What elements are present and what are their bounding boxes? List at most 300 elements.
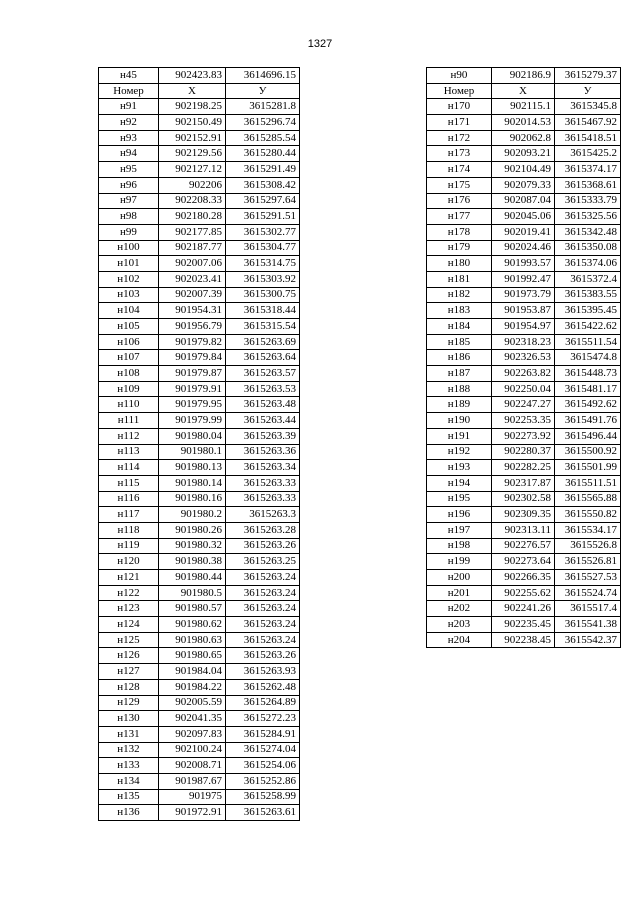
table-row: [99, 177, 300, 193]
table-header-row: [427, 83, 621, 99]
y-coordinate-cell: 3615291.49: [226, 162, 300, 178]
y-coordinate-cell: 3615263.24: [226, 570, 300, 586]
x-coordinate-cell: 902152.91: [159, 130, 226, 146]
point-id-cell: н108: [99, 366, 159, 382]
y-coordinate-cell: 3615263.93: [226, 664, 300, 680]
x-coordinate-cell: 902093.21: [492, 146, 555, 162]
point-id-cell: н204: [427, 632, 492, 648]
table-row: [427, 99, 621, 115]
y-coordinate-cell: 3615350.08: [555, 240, 621, 256]
x-coordinate-cell: 902263.82: [492, 366, 555, 382]
column-header-x: Х: [492, 83, 555, 99]
point-id-cell: н126: [99, 648, 159, 664]
y-coordinate-cell: 3615526.81: [555, 554, 621, 570]
x-coordinate-cell: 901980.16: [159, 491, 226, 507]
point-id-cell: н201: [427, 585, 492, 601]
point-id-cell: н202: [427, 601, 492, 617]
y-coordinate-cell: 3615300.75: [226, 287, 300, 303]
point-id-cell: н191: [427, 428, 492, 444]
point-id-cell: н128: [99, 679, 159, 695]
table-row: [427, 162, 621, 178]
point-id-cell: н181: [427, 271, 492, 287]
table-row: [99, 303, 300, 319]
x-coordinate-cell: 901980.2: [159, 507, 226, 523]
table-row: [99, 334, 300, 350]
x-coordinate-cell: 902186.9: [492, 68, 555, 84]
y-coordinate-cell: 3615285.54: [226, 130, 300, 146]
point-id-cell: н119: [99, 538, 159, 554]
y-coordinate-cell: 3615263.44: [226, 413, 300, 429]
x-coordinate-cell: 902318.23: [492, 334, 555, 350]
point-id-cell: н176: [427, 193, 492, 209]
table-row: [427, 130, 621, 146]
table-row: [427, 115, 621, 131]
y-coordinate-cell: 3615500.92: [555, 444, 621, 460]
point-id-cell: н118: [99, 522, 159, 538]
page-number: 1327: [307, 38, 333, 50]
point-id-cell: н95: [99, 162, 159, 178]
table-row: [427, 617, 621, 633]
y-coordinate-cell: 3615284.91: [226, 726, 300, 742]
table-row: [427, 209, 621, 225]
table-row: [99, 381, 300, 397]
table-row: [427, 585, 621, 601]
y-coordinate-cell: 3615279.37: [555, 68, 621, 84]
y-coordinate-cell: 3615263.26: [226, 538, 300, 554]
point-id-cell: н170: [427, 99, 492, 115]
table-row: [99, 287, 300, 303]
y-coordinate-cell: 3615252.86: [226, 773, 300, 789]
x-coordinate-cell: 901980.1: [159, 444, 226, 460]
x-coordinate-cell: 902007.06: [159, 256, 226, 272]
x-coordinate-cell: 901954.31: [159, 303, 226, 319]
y-coordinate-cell: 3615325.56: [555, 209, 621, 225]
y-coordinate-cell: 3615524.74: [555, 585, 621, 601]
x-coordinate-cell: 902282.25: [492, 460, 555, 476]
y-coordinate-cell: 3615422.62: [555, 319, 621, 335]
y-coordinate-cell: 3615374.17: [555, 162, 621, 178]
x-coordinate-cell: 902024.46: [492, 240, 555, 256]
x-coordinate-cell: 902129.56: [159, 146, 226, 162]
y-coordinate-cell: 3615308.42: [226, 177, 300, 193]
x-coordinate-cell: 902238.45: [492, 632, 555, 648]
table-row: [99, 585, 300, 601]
x-coordinate-cell: 901979.84: [159, 350, 226, 366]
table-row: [427, 366, 621, 382]
y-coordinate-cell: 3615304.77: [226, 240, 300, 256]
x-coordinate-cell: 902208.33: [159, 193, 226, 209]
point-id-cell: н173: [427, 146, 492, 162]
x-coordinate-cell: 902045.06: [492, 209, 555, 225]
point-id-cell: н112: [99, 428, 159, 444]
point-id-cell: н177: [427, 209, 492, 225]
x-coordinate-cell: 902127.12: [159, 162, 226, 178]
y-coordinate-cell: 3615280.44: [226, 146, 300, 162]
point-id-cell: н100: [99, 240, 159, 256]
y-coordinate-cell: 3615418.51: [555, 130, 621, 146]
x-coordinate-cell: 902198.25: [159, 99, 226, 115]
y-coordinate-cell: 3615372.4: [555, 271, 621, 287]
x-coordinate-cell: 902253.35: [492, 413, 555, 429]
coordinates-table-left: [98, 67, 300, 821]
x-coordinate-cell: 901973.79: [492, 287, 555, 303]
x-coordinate-cell: 902273.64: [492, 554, 555, 570]
point-id-cell: н131: [99, 726, 159, 742]
x-coordinate-cell: 902005.59: [159, 695, 226, 711]
x-coordinate-cell: 902241.26: [492, 601, 555, 617]
point-id-cell: н136: [99, 805, 159, 821]
y-coordinate-cell: 3615448.73: [555, 366, 621, 382]
y-coordinate-cell: 3615303.92: [226, 271, 300, 287]
y-coordinate-cell: 3615263.64: [226, 350, 300, 366]
point-id-cell: н111: [99, 413, 159, 429]
point-id-cell: н172: [427, 130, 492, 146]
y-coordinate-cell: 3615281.8: [226, 99, 300, 115]
point-id-cell: н123: [99, 601, 159, 617]
y-coordinate-cell: 3615264.89: [226, 695, 300, 711]
point-id-cell: н105: [99, 319, 159, 335]
table-row: [427, 444, 621, 460]
table-row: [99, 570, 300, 586]
point-id-cell: н171: [427, 115, 492, 131]
table-row: [99, 256, 300, 272]
y-coordinate-cell: 3615345.8: [555, 99, 621, 115]
x-coordinate-cell: 902206: [159, 177, 226, 193]
x-coordinate-cell: 901972.91: [159, 805, 226, 821]
y-coordinate-cell: 3615263.61: [226, 805, 300, 821]
table-row: [99, 789, 300, 805]
x-coordinate-cell: 901984.04: [159, 664, 226, 680]
y-coordinate-cell: 3615496.44: [555, 428, 621, 444]
x-coordinate-cell: 902247.27: [492, 397, 555, 413]
point-id-cell: н185: [427, 334, 492, 350]
y-coordinate-cell: 3614696.15: [226, 68, 300, 84]
y-coordinate-cell: 3615527.53: [555, 570, 621, 586]
y-coordinate-cell: 3615263.33: [226, 491, 300, 507]
table-row: [99, 695, 300, 711]
y-coordinate-cell: 3615262.48: [226, 679, 300, 695]
table-row: [427, 570, 621, 586]
x-coordinate-cell: 901980.32: [159, 538, 226, 554]
y-coordinate-cell: 3615297.64: [226, 193, 300, 209]
table-row: [427, 491, 621, 507]
table-row: [427, 475, 621, 491]
table-row: [427, 287, 621, 303]
point-id-cell: н97: [99, 193, 159, 209]
table-row: [99, 319, 300, 335]
y-coordinate-cell: 3615492.62: [555, 397, 621, 413]
x-coordinate-cell: 902250.04: [492, 381, 555, 397]
point-id-cell: н106: [99, 334, 159, 350]
table-row: [99, 522, 300, 538]
x-coordinate-cell: 901980.65: [159, 648, 226, 664]
point-id-cell: н183: [427, 303, 492, 319]
point-id-cell: н199: [427, 554, 492, 570]
y-coordinate-cell: 3615395.45: [555, 303, 621, 319]
point-id-cell: н135: [99, 789, 159, 805]
point-id-cell: н196: [427, 507, 492, 523]
y-coordinate-cell: 3615258.99: [226, 789, 300, 805]
y-coordinate-cell: 3615368.61: [555, 177, 621, 193]
x-coordinate-cell: 901980.04: [159, 428, 226, 444]
y-coordinate-cell: 3615291.51: [226, 209, 300, 225]
column-header-number: Номер: [427, 83, 492, 99]
point-id-cell: н130: [99, 711, 159, 727]
point-id-cell: н192: [427, 444, 492, 460]
point-id-cell: н182: [427, 287, 492, 303]
point-id-cell: н96: [99, 177, 159, 193]
x-coordinate-cell: 902014.53: [492, 115, 555, 131]
table-row: [427, 319, 621, 335]
table-row: [427, 554, 621, 570]
table-row: [427, 334, 621, 350]
table-row: [427, 146, 621, 162]
table-row: [99, 773, 300, 789]
point-id-cell: н94: [99, 146, 159, 162]
point-id-cell: н103: [99, 287, 159, 303]
table-row: [99, 758, 300, 774]
table-row: [99, 742, 300, 758]
point-id-cell: н124: [99, 617, 159, 633]
point-id-cell: н188: [427, 381, 492, 397]
y-coordinate-cell: 3615511.54: [555, 334, 621, 350]
point-id-cell: н110: [99, 397, 159, 413]
point-id-cell: н91: [99, 99, 159, 115]
table-row: [427, 256, 621, 272]
x-coordinate-cell: 902423.83: [159, 68, 226, 84]
point-id-cell: н179: [427, 240, 492, 256]
table-row: [99, 726, 300, 742]
column-header-y: У: [226, 83, 300, 99]
x-coordinate-cell: 902041.35: [159, 711, 226, 727]
table-row: [99, 130, 300, 146]
x-coordinate-cell: 902317.87: [492, 475, 555, 491]
coordinates-table-right: [426, 67, 621, 648]
y-coordinate-cell: 3615263.26: [226, 648, 300, 664]
y-coordinate-cell: 3615425.2: [555, 146, 621, 162]
y-coordinate-cell: 3615550.82: [555, 507, 621, 523]
point-id-cell: н132: [99, 742, 159, 758]
x-coordinate-cell: 902007.39: [159, 287, 226, 303]
x-coordinate-cell: 902255.62: [492, 585, 555, 601]
x-coordinate-cell: 902023.41: [159, 271, 226, 287]
point-id-cell: н104: [99, 303, 159, 319]
y-coordinate-cell: 3615254.06: [226, 758, 300, 774]
table-row: [99, 507, 300, 523]
x-coordinate-cell: 901980.57: [159, 601, 226, 617]
x-coordinate-cell: 901980.13: [159, 460, 226, 476]
table-row: [427, 271, 621, 287]
table-row: [99, 711, 300, 727]
point-id-cell: н102: [99, 271, 159, 287]
table-row: [99, 664, 300, 680]
x-coordinate-cell: 902326.53: [492, 350, 555, 366]
y-coordinate-cell: 3615263.48: [226, 397, 300, 413]
y-coordinate-cell: 3615263.57: [226, 366, 300, 382]
point-id-cell: н198: [427, 538, 492, 554]
x-coordinate-cell: 902280.37: [492, 444, 555, 460]
table-row: [99, 475, 300, 491]
y-coordinate-cell: 3615263.39: [226, 428, 300, 444]
x-coordinate-cell: 902062.8: [492, 130, 555, 146]
table-row: [99, 648, 300, 664]
table-row: [427, 397, 621, 413]
y-coordinate-cell: 3615263.3: [226, 507, 300, 523]
point-id-cell: н178: [427, 224, 492, 240]
table-row: [99, 805, 300, 821]
table-row: [99, 240, 300, 256]
table-row: [99, 271, 300, 287]
y-coordinate-cell: 3615542.37: [555, 632, 621, 648]
table-header-row: [99, 83, 300, 99]
y-coordinate-cell: 3615274.04: [226, 742, 300, 758]
x-coordinate-cell: 902104.49: [492, 162, 555, 178]
x-coordinate-cell: 902187.77: [159, 240, 226, 256]
table-row: [427, 177, 621, 193]
x-coordinate-cell: 901980.63: [159, 632, 226, 648]
point-id-cell: н114: [99, 460, 159, 476]
x-coordinate-cell: 902302.58: [492, 491, 555, 507]
y-coordinate-cell: 3615565.88: [555, 491, 621, 507]
y-coordinate-cell: 3615383.55: [555, 287, 621, 303]
x-coordinate-cell: 901980.62: [159, 617, 226, 633]
x-coordinate-cell: 901956.79: [159, 319, 226, 335]
x-coordinate-cell: 902019.41: [492, 224, 555, 240]
x-coordinate-cell: 901979.87: [159, 366, 226, 382]
table-row: [427, 538, 621, 554]
table-row: [99, 413, 300, 429]
y-coordinate-cell: 3615491.76: [555, 413, 621, 429]
table-row: [99, 162, 300, 178]
table-row: [99, 554, 300, 570]
x-coordinate-cell: 902266.35: [492, 570, 555, 586]
point-id-cell: н125: [99, 632, 159, 648]
y-coordinate-cell: 3615374.06: [555, 256, 621, 272]
x-coordinate-cell: 901980.44: [159, 570, 226, 586]
point-id-cell: н93: [99, 130, 159, 146]
table-row: [427, 522, 621, 538]
table-row: [99, 460, 300, 476]
y-coordinate-cell: 3615342.48: [555, 224, 621, 240]
point-id-cell: н184: [427, 319, 492, 335]
point-id-cell: н129: [99, 695, 159, 711]
table-row: [427, 413, 621, 429]
x-coordinate-cell: 901984.22: [159, 679, 226, 695]
table-row: [427, 193, 621, 209]
point-id-cell: н187: [427, 366, 492, 382]
y-coordinate-cell: 3615501.99: [555, 460, 621, 476]
x-coordinate-cell: 901992.47: [492, 271, 555, 287]
y-coordinate-cell: 3615302.77: [226, 224, 300, 240]
point-id-cell: н134: [99, 773, 159, 789]
point-id-cell: н107: [99, 350, 159, 366]
y-coordinate-cell: 3615526.8: [555, 538, 621, 554]
y-coordinate-cell: 3615534.17: [555, 522, 621, 538]
point-id-cell: н174: [427, 162, 492, 178]
y-coordinate-cell: 3615263.33: [226, 475, 300, 491]
y-coordinate-cell: 3615263.24: [226, 585, 300, 601]
x-coordinate-cell: 901980.14: [159, 475, 226, 491]
x-coordinate-cell: 902079.33: [492, 177, 555, 193]
x-coordinate-cell: 901979.91: [159, 381, 226, 397]
y-coordinate-cell: 3615263.36: [226, 444, 300, 460]
table-row: [99, 538, 300, 554]
y-coordinate-cell: 3615315.54: [226, 319, 300, 335]
point-id-cell: н120: [99, 554, 159, 570]
table-row: [99, 679, 300, 695]
x-coordinate-cell: 901979.95: [159, 397, 226, 413]
y-coordinate-cell: 3615333.79: [555, 193, 621, 209]
x-coordinate-cell: 902150.49: [159, 115, 226, 131]
table-row: [427, 240, 621, 256]
x-coordinate-cell: 901980.38: [159, 554, 226, 570]
table-row: [99, 397, 300, 413]
x-coordinate-cell: 901980.26: [159, 522, 226, 538]
table-row: [427, 632, 621, 648]
point-id-cell: н109: [99, 381, 159, 397]
table-row: [427, 428, 621, 444]
x-coordinate-cell: 901979.82: [159, 334, 226, 350]
point-id-cell: н45: [99, 68, 159, 84]
point-id-cell: н133: [99, 758, 159, 774]
table-row: [427, 68, 621, 84]
column-header-x: Х: [159, 83, 226, 99]
table-row: [99, 146, 300, 162]
table-row: [427, 303, 621, 319]
table-row: [99, 428, 300, 444]
table-row: [99, 617, 300, 633]
y-coordinate-cell: 3615541.38: [555, 617, 621, 633]
column-header-y: У: [555, 83, 621, 99]
point-id-cell: н203: [427, 617, 492, 633]
point-id-cell: н90: [427, 68, 492, 84]
y-coordinate-cell: 3615263.53: [226, 381, 300, 397]
x-coordinate-cell: 902115.1: [492, 99, 555, 115]
y-coordinate-cell: 3615296.74: [226, 115, 300, 131]
point-id-cell: н99: [99, 224, 159, 240]
x-coordinate-cell: 902100.24: [159, 742, 226, 758]
y-coordinate-cell: 3615263.69: [226, 334, 300, 350]
point-id-cell: н116: [99, 491, 159, 507]
x-coordinate-cell: 902180.28: [159, 209, 226, 225]
table-row: [99, 68, 300, 84]
point-id-cell: н190: [427, 413, 492, 429]
point-id-cell: н117: [99, 507, 159, 523]
point-id-cell: н127: [99, 664, 159, 680]
x-coordinate-cell: 901987.67: [159, 773, 226, 789]
y-coordinate-cell: 3615517.4: [555, 601, 621, 617]
y-coordinate-cell: 3615467.92: [555, 115, 621, 131]
column-header-number: Номер: [99, 83, 159, 99]
point-id-cell: н193: [427, 460, 492, 476]
y-coordinate-cell: 3615263.34: [226, 460, 300, 476]
table-row: [99, 632, 300, 648]
point-id-cell: н115: [99, 475, 159, 491]
table-row: [99, 224, 300, 240]
x-coordinate-cell: 902309.35: [492, 507, 555, 523]
table-row: [99, 99, 300, 115]
table-row: [427, 381, 621, 397]
point-id-cell: н101: [99, 256, 159, 272]
x-coordinate-cell: 901975: [159, 789, 226, 805]
point-id-cell: н98: [99, 209, 159, 225]
point-id-cell: н195: [427, 491, 492, 507]
table-row: [99, 350, 300, 366]
y-coordinate-cell: 3615272.23: [226, 711, 300, 727]
point-id-cell: н197: [427, 522, 492, 538]
point-id-cell: н113: [99, 444, 159, 460]
x-coordinate-cell: 902273.92: [492, 428, 555, 444]
